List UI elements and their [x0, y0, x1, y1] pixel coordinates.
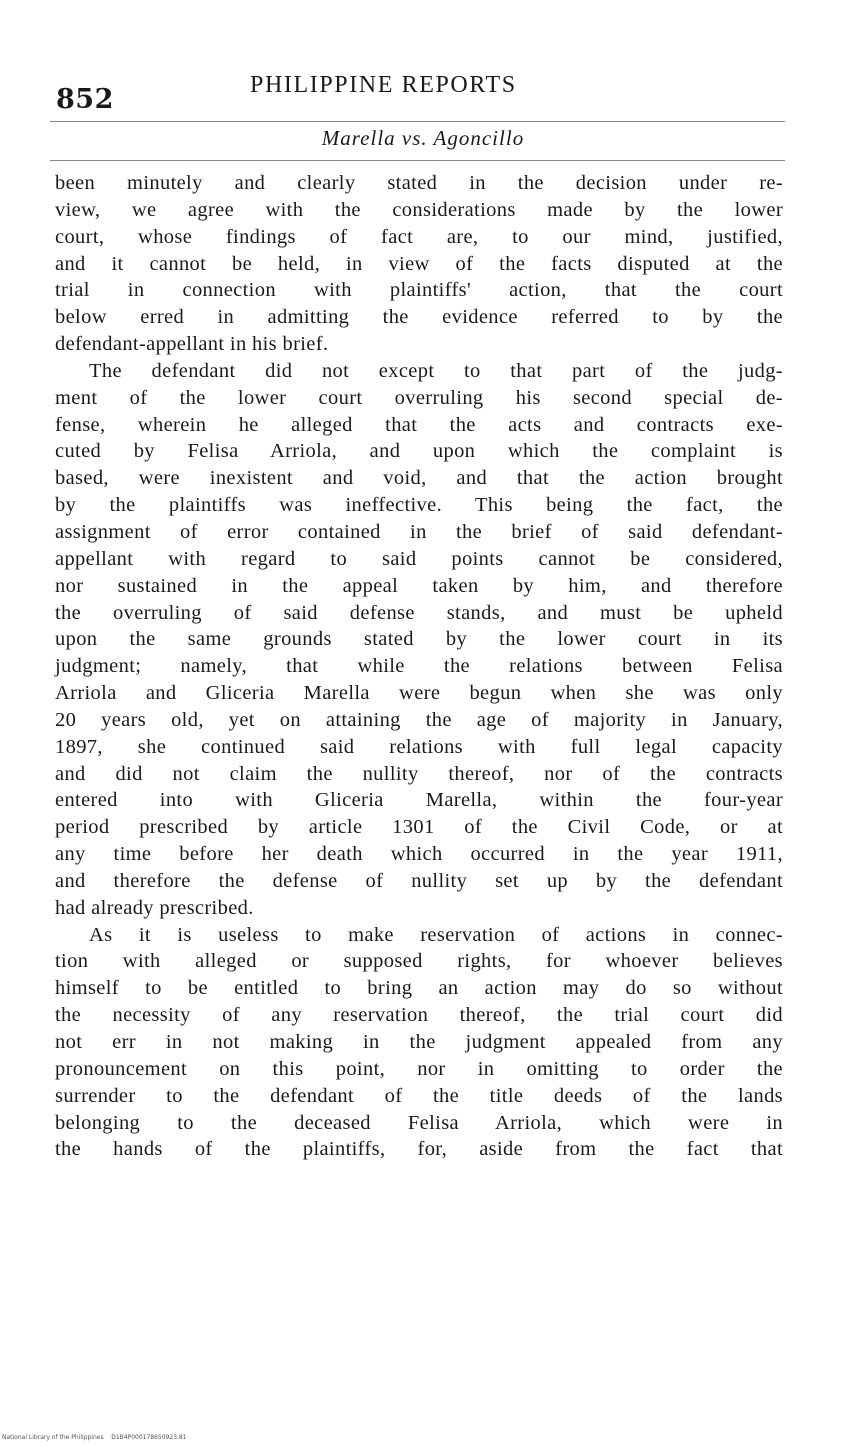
text-line: assignment of error contained in the brief of said defendant- [55, 520, 783, 543]
page-number: 852 [56, 84, 114, 115]
text-line: been minutely and clearly stated in the decision under re- [55, 172, 783, 194]
text-line: based, were inexistent and void, and that the action brought [55, 467, 783, 490]
text-line: judgment; namely, that while the relations between Felisa [55, 655, 783, 678]
text-line: and did not claim the nullity thereof, nor of the contracts [55, 762, 783, 785]
text-line: below erred in admitting the evidence referred to by the [55, 306, 783, 329]
text-line: had already prescribed. [55, 896, 254, 919]
text-line: court, whose findings of fact are, to our mind, justified, [55, 225, 783, 248]
text-line: himself to be entitled to bring an action may do so without [55, 977, 783, 1000]
case-title: Marella vs. Agoncillo [321, 126, 525, 150]
text-line: appellant with regard to said points cannot be considered, [55, 547, 783, 570]
text-line: entered into with Gliceria Marella, within the four-year [55, 789, 783, 812]
paragraph [55, 922, 783, 1164]
text-line: cuted by Felisa Arriola, and upon which the complaint is [55, 440, 783, 463]
running-head: PHILIPPINE REPORTS [250, 72, 517, 98]
text-line: belonging to the deceased Felisa Arriola, which were in [55, 1111, 783, 1134]
body-text [55, 170, 783, 1163]
text-line: any time before her death which occurred in the year 1911, [55, 843, 783, 866]
text-line: As it is useless to make reservation of actions in connec- [89, 923, 783, 946]
text-line: and therefore the defense of nullity set up by the defendant [55, 869, 783, 892]
text-line: view, we agree with the considerations made by the lower [55, 198, 783, 221]
text-line: surrender to the defendant of the title deeds of the lands [55, 1084, 783, 1107]
text-line: not err in not making in the judgment appealed from any [55, 1031, 783, 1053]
text-line: ment of the lower court overruling his second special de- [55, 386, 783, 409]
paragraph [55, 170, 783, 358]
text-line: Arriola and Gliceria Marella were begun when she was only [55, 682, 783, 705]
text-line: pronouncement on this point, nor in omitting to order the [55, 1057, 783, 1080]
text-line: the hands of the plaintiffs, for, aside from the fact that [55, 1138, 783, 1161]
text-line: nor sustained in the appeal taken by him, and therefore [55, 574, 783, 597]
text-line: defendant-appellant in his brief. [55, 333, 329, 356]
text-line: the necessity of any reservation thereof, the trial court did [55, 1004, 783, 1027]
text-line: 20 years old, yet on attaining the age of majority in January, [55, 708, 783, 731]
text-line: upon the same grounds stated by the lower court in its [55, 628, 783, 651]
text-line: trial in connection with plaintiffs' action, that the court [55, 279, 783, 302]
text-line: by the plaintiffs was ineffective. This being the fact, the [55, 494, 783, 517]
text-line: the overruling of said defense stands, and must be upheld [55, 601, 783, 624]
text-line: fense, wherein he alleged that the acts and contracts exe- [55, 413, 783, 436]
text-line: The defendant did not except to that part of the judg- [89, 359, 783, 382]
paragraph [55, 358, 783, 922]
header-rule-top [50, 121, 785, 122]
footer-code: D1B4P000178650923.81 [111, 1434, 187, 1441]
text-line: 1897, she continued said relations with full legal capacity [55, 735, 783, 758]
text-line: period prescribed by article 1301 of the Civil Code, or at [55, 816, 783, 839]
text-line: and it cannot be held, in view of the facts disputed at the [55, 252, 783, 275]
footer-source: National Library of the Philippines [2, 1434, 104, 1441]
text-line: tion with alleged or supposed rights, for whoever believes [55, 950, 783, 973]
footer-provenance [2, 1434, 187, 1441]
header-rule-bottom [50, 160, 785, 161]
